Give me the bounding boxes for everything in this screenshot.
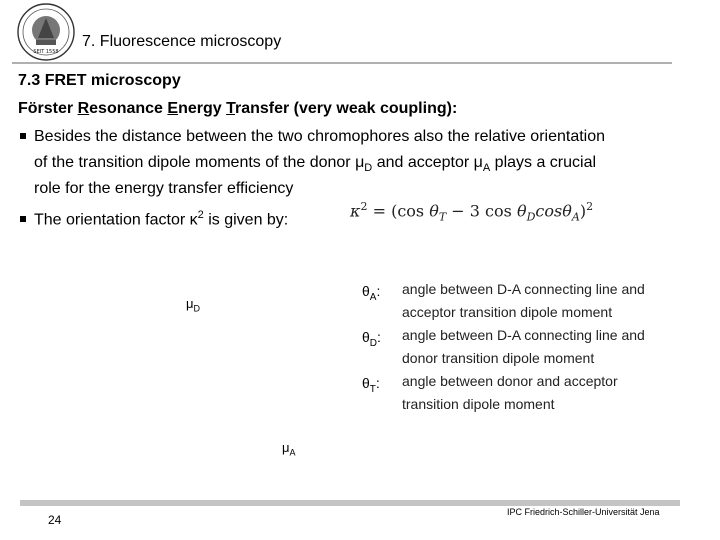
orientation-factor-formula: $\kappa^2 = (\cos$ $\theta_T - 3$ $\cos \theta_D\cos\theta_A)^2$ bbox=[350, 200, 594, 224]
bullet-orientation: Besides the distance between the two chromophores also the relative orientation bbox=[20, 124, 605, 150]
bullet-orientation-line3: role for the energy transfer efficiency bbox=[34, 180, 294, 197]
header-divider bbox=[12, 62, 672, 64]
bullet-orientation-factor: The orientation factor $\kappa^2$ is given by: bbox=[20, 202, 288, 233]
university-seal-icon bbox=[16, 2, 76, 62]
theta-a-definition: angle between D-A connecting line and acceptor transition dipole moment bbox=[402, 281, 645, 320]
institution-name: IPC Friedrich-Schiller-Universität Jena bbox=[507, 507, 660, 517]
fret-heading: Förster Resonance Energy Transfer (very weak coupling): bbox=[18, 100, 458, 117]
theta-d-definition: angle between D-A connecting line and donor transition dipole moment bbox=[402, 327, 645, 366]
page-number: 24 bbox=[48, 513, 62, 527]
theta-t-definition: angle between donor and acceptor transition dipole moment bbox=[402, 373, 618, 412]
bullet-marker bbox=[20, 133, 26, 139]
acceptor-dipole-label: $\mu_A$ bbox=[282, 440, 296, 458]
page-header-title: 7. Fluorescence microscopy bbox=[82, 33, 282, 50]
bullet-orientation-line2: of the transition dipole moments of the donor $\mu_D$ and acceptor $\mu_A$ plays a crucial bbox=[34, 154, 597, 175]
section-title: 7.3 FRET microscopy bbox=[18, 72, 181, 89]
theta-d-symbol: $\theta_D$: bbox=[362, 329, 381, 349]
donor-dipole-label: $\mu_D$ bbox=[186, 296, 200, 314]
bullet-marker bbox=[20, 216, 26, 222]
theta-t-symbol: $\theta_T$: bbox=[362, 375, 380, 395]
svg-text:SEIT 1558: SEIT 1558 bbox=[33, 49, 59, 55]
footer-bar bbox=[20, 500, 680, 506]
theta-a-symbol: $\theta_A$: bbox=[362, 283, 381, 303]
